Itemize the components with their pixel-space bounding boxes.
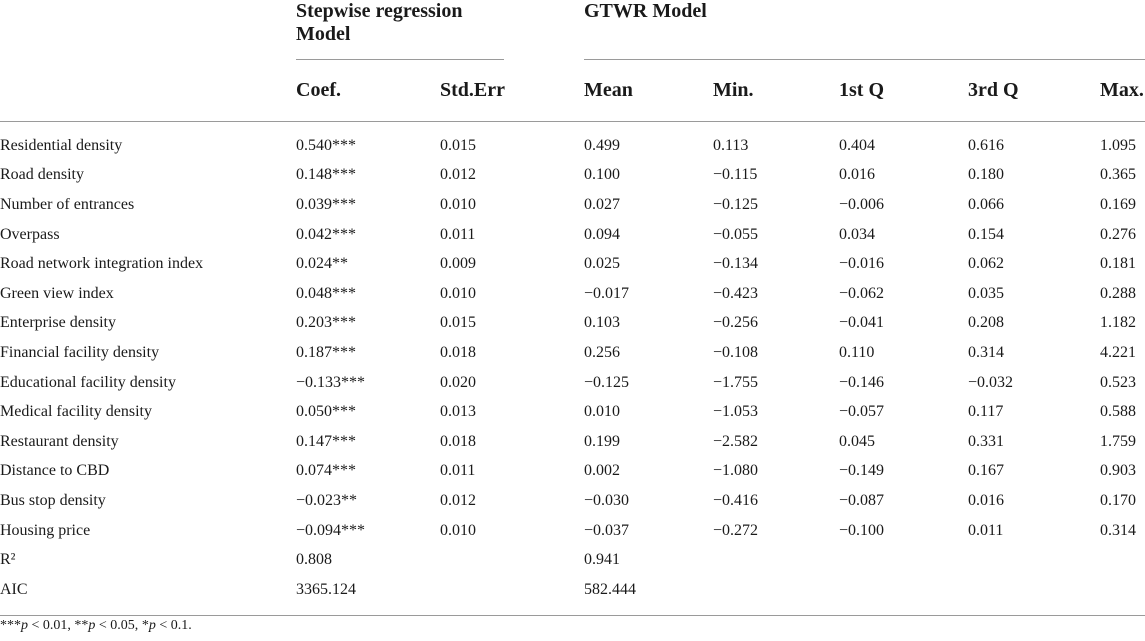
min-cell: −1.080 <box>713 462 759 480</box>
q1-cell: −0.041 <box>839 314 885 332</box>
coef-cell: 3365.124 <box>296 580 356 598</box>
max-cell: 0.903 <box>1100 462 1136 480</box>
coef-cell: 0.203*** <box>296 314 356 332</box>
gtwr-group-header: GTWR Model <box>584 0 707 22</box>
min-cell: −0.134 <box>713 255 759 273</box>
q3-cell: 0.314 <box>968 343 1004 361</box>
stderr-cell: 0.015 <box>440 314 476 332</box>
min-cell: −1.755 <box>713 373 759 391</box>
table-bottom-rule <box>0 615 1145 616</box>
row-label: Enterprise density <box>0 314 116 332</box>
significance-footnote: ***p < 0.01, **p < 0.05, *p < 0.1. <box>0 618 192 633</box>
min-cell <box>713 545 839 575</box>
row-label: Restaurant density <box>0 432 119 450</box>
coef-cell: 0.048*** <box>296 284 356 302</box>
table-row <box>0 190 1145 220</box>
gtwr-group-rule <box>584 59 1145 60</box>
table-row <box>0 545 1145 575</box>
min-cell: −0.272 <box>713 521 759 539</box>
coef-cell: 0.042*** <box>296 225 356 243</box>
row-label: Residential density <box>0 136 123 154</box>
coef-cell: 0.050*** <box>296 403 356 421</box>
q1-cell: 0.016 <box>839 166 875 184</box>
max-cell <box>1100 575 1145 605</box>
header-bottom-rule <box>0 121 1145 122</box>
row-label: Educational facility density <box>0 373 176 391</box>
results-table <box>0 131 1145 605</box>
q1-cell: 0.045 <box>839 432 875 450</box>
col-header-mean: Mean <box>584 79 633 101</box>
max-cell: 0.588 <box>1100 403 1136 421</box>
q3-cell: 0.208 <box>968 314 1004 332</box>
stderr-cell: 0.020 <box>440 373 476 391</box>
col-header-coef: Coef. <box>296 79 341 101</box>
max-cell: 0.169 <box>1100 195 1136 213</box>
mean-cell: 0.103 <box>584 314 620 332</box>
q1-cell: 0.034 <box>839 225 875 243</box>
row-label: AIC <box>0 580 28 598</box>
stderr-cell: 0.010 <box>440 195 476 213</box>
coef-cell: −0.094*** <box>296 521 366 539</box>
coef-cell: −0.023** <box>296 491 358 509</box>
col-header-min: Min. <box>713 79 754 101</box>
min-cell: −1.053 <box>713 403 759 421</box>
row-label: Bus stop density <box>0 491 106 509</box>
q3-cell: 0.035 <box>968 284 1004 302</box>
coef-cell: 0.808 <box>296 551 332 569</box>
row-label: R² <box>0 551 16 569</box>
col-header-stderr: Std.Err <box>440 79 505 101</box>
q3-cell: 0.616 <box>968 136 1004 154</box>
max-cell: 0.276 <box>1100 225 1136 243</box>
row-label: Medical facility density <box>0 403 152 421</box>
max-cell: 0.365 <box>1100 166 1136 184</box>
coef-cell: 0.024** <box>296 255 348 273</box>
table-row <box>0 427 1145 457</box>
table-row <box>0 368 1145 398</box>
max-cell: 0.181 <box>1100 255 1136 273</box>
q3-cell: 0.117 <box>968 403 1004 421</box>
q3-cell: −0.032 <box>968 373 1014 391</box>
mean-cell: 0.941 <box>584 551 620 569</box>
max-cell: 4.221 <box>1100 343 1136 361</box>
table-row <box>0 249 1145 279</box>
q1-cell: −0.057 <box>839 403 885 421</box>
table-row <box>0 161 1145 191</box>
q1-cell: −0.016 <box>839 255 885 273</box>
col-header-1stq: 1st Q <box>839 79 884 101</box>
stderr-cell <box>440 575 584 605</box>
stderr-cell: 0.018 <box>440 432 476 450</box>
table-row <box>0 131 1145 161</box>
mean-cell: −0.037 <box>584 521 630 539</box>
mean-cell: 0.010 <box>584 403 620 421</box>
table-row <box>0 220 1145 250</box>
q3-cell: 0.066 <box>968 195 1004 213</box>
table-row <box>0 575 1145 605</box>
table-row <box>0 338 1145 368</box>
stderr-cell: 0.015 <box>440 136 476 154</box>
stderr-cell: 0.011 <box>440 462 476 480</box>
table-row <box>0 279 1145 309</box>
min-cell: −0.125 <box>713 195 759 213</box>
table-row <box>0 486 1145 516</box>
stderr-cell: 0.012 <box>440 491 476 509</box>
stderr-cell: 0.010 <box>440 521 476 539</box>
q1-cell: 0.404 <box>839 136 875 154</box>
q3-cell: 0.154 <box>968 225 1004 243</box>
min-cell <box>713 575 839 605</box>
q3-cell: 0.331 <box>968 432 1004 450</box>
coef-cell: 0.147*** <box>296 432 356 450</box>
coef-cell: 0.039*** <box>296 195 356 213</box>
row-label: Overpass <box>0 225 60 243</box>
min-cell: −0.416 <box>713 491 759 509</box>
mean-cell: −0.017 <box>584 284 630 302</box>
max-cell: 0.523 <box>1100 373 1136 391</box>
mean-cell: 582.444 <box>584 580 636 598</box>
stderr-cell: 0.018 <box>440 343 476 361</box>
q3-cell <box>968 575 1100 605</box>
table-row <box>0 309 1145 339</box>
coef-cell: 0.074*** <box>296 462 356 480</box>
q3-cell: 0.167 <box>968 462 1004 480</box>
q3-cell: 0.016 <box>968 491 1004 509</box>
min-cell: −0.423 <box>713 284 759 302</box>
table-row <box>0 397 1145 427</box>
coef-cell: 0.148*** <box>296 166 356 184</box>
stepwise-group-header: Stepwise regression Model <box>296 0 463 45</box>
min-cell: −0.055 <box>713 225 759 243</box>
mean-cell: 0.025 <box>584 255 620 273</box>
min-cell: −2.582 <box>713 432 759 450</box>
mean-cell: 0.027 <box>584 195 620 213</box>
q3-cell: 0.062 <box>968 255 1004 273</box>
min-cell: −0.115 <box>713 166 758 184</box>
q1-cell: −0.146 <box>839 373 885 391</box>
max-cell <box>1100 545 1145 575</box>
q1-cell: 0.110 <box>839 343 875 361</box>
q1-cell: −0.149 <box>839 462 885 480</box>
col-header-max: Max. <box>1100 79 1144 101</box>
max-cell: 1.182 <box>1100 314 1136 332</box>
mean-cell: 0.256 <box>584 343 620 361</box>
mean-cell: 0.002 <box>584 462 620 480</box>
row-label: Road network integration index <box>0 255 204 273</box>
stderr-cell <box>440 545 584 575</box>
min-cell: 0.113 <box>713 136 749 154</box>
q1-cell <box>839 545 968 575</box>
row-label: Road density <box>0 166 84 184</box>
q1-cell: −0.087 <box>839 491 885 509</box>
row-label: Green view index <box>0 284 114 302</box>
min-cell: −0.256 <box>713 314 759 332</box>
max-cell: 1.095 <box>1100 136 1136 154</box>
max-cell: 0.288 <box>1100 284 1136 302</box>
q1-cell: −0.006 <box>839 195 885 213</box>
stderr-cell: 0.013 <box>440 403 476 421</box>
max-cell: 0.170 <box>1100 491 1136 509</box>
mean-cell: 0.199 <box>584 432 620 450</box>
min-cell: −0.108 <box>713 343 759 361</box>
mean-cell: 0.499 <box>584 136 620 154</box>
mean-cell: −0.125 <box>584 373 630 391</box>
max-cell: 1.759 <box>1100 432 1136 450</box>
q3-cell: 0.180 <box>968 166 1004 184</box>
row-label: Financial facility density <box>0 343 160 361</box>
table-row <box>0 457 1145 487</box>
mean-cell: −0.030 <box>584 491 630 509</box>
q3-cell <box>968 545 1100 575</box>
coef-cell: 0.540*** <box>296 136 356 154</box>
row-label: Number of entrances <box>0 195 135 213</box>
stderr-cell: 0.010 <box>440 284 476 302</box>
q1-cell: −0.062 <box>839 284 885 302</box>
coef-cell: 0.187*** <box>296 343 356 361</box>
stderr-cell: 0.011 <box>440 225 476 243</box>
stderr-cell: 0.009 <box>440 255 476 273</box>
coef-cell: −0.133*** <box>296 373 366 391</box>
q3-cell: 0.011 <box>968 521 1004 539</box>
stepwise-group-rule <box>296 59 504 60</box>
row-label: Distance to CBD <box>0 462 110 480</box>
mean-cell: 0.094 <box>584 225 620 243</box>
table-row <box>0 516 1145 546</box>
row-label: Housing price <box>0 521 91 539</box>
mean-cell: 0.100 <box>584 166 620 184</box>
stderr-cell: 0.012 <box>440 166 476 184</box>
max-cell: 0.314 <box>1100 521 1136 539</box>
q1-cell <box>839 575 968 605</box>
q1-cell: −0.100 <box>839 521 885 539</box>
col-header-3rdq: 3rd Q <box>968 79 1019 101</box>
